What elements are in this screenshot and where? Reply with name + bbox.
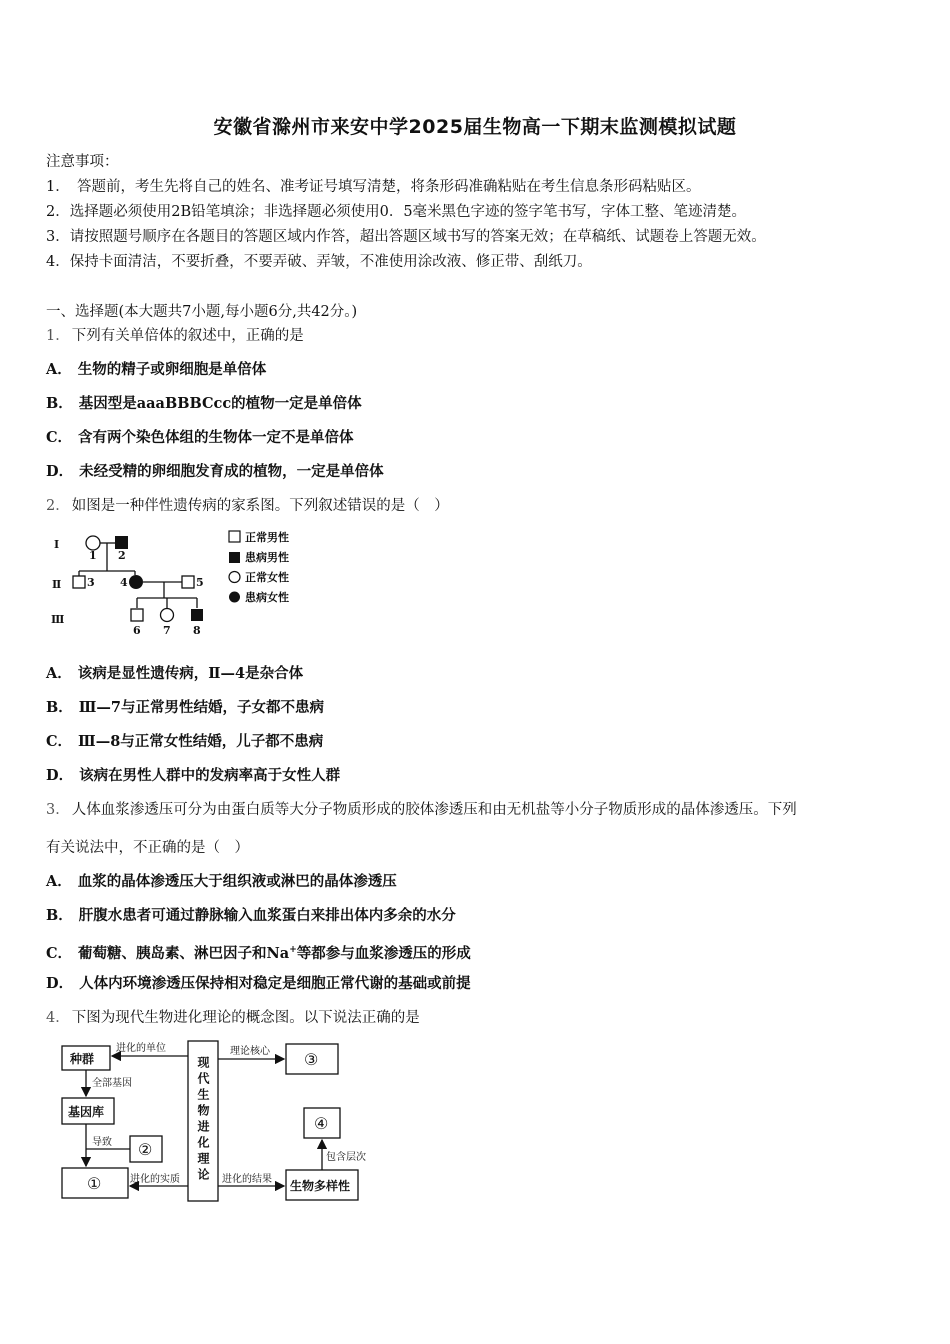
legend-affected-male: 患病男性 xyxy=(245,551,289,564)
label-evolution-result: 进化的结果 xyxy=(222,1174,272,1185)
box-circle-4-label: ④ xyxy=(314,1114,329,1133)
question-3-text-1: 人体血浆渗透压可分为由蛋白质等大分子物质形成的胶体渗透压和由无机盐等小分子物质形成的晶体渗透压。下列 xyxy=(71,802,797,818)
q1-option-d: D． 未经受精的卵细胞发育成的植物，一定是单倍体 xyxy=(46,463,384,480)
question-4-number: 4． xyxy=(46,1010,70,1026)
q3-option-c: C． 葡萄糖、胰岛素、淋巴因子和Na+等都参与血浆渗透压的形成 xyxy=(46,944,471,962)
notice-heading: 注意事项： xyxy=(46,154,119,170)
pedigree-id-1: 1 xyxy=(89,549,97,562)
legend-normal-male: 正常男性 xyxy=(245,531,289,544)
label-evolution-unit: 进化的单位 xyxy=(116,1043,166,1054)
question-3-stem-line1 xyxy=(46,800,797,820)
label-contains-levels: 包含层次 xyxy=(326,1152,366,1163)
box-biodiversity-label: 生物多样性 xyxy=(290,1179,351,1193)
box-population-label: 种群 xyxy=(70,1052,95,1066)
pedigree-iii8-affected-male xyxy=(191,609,203,621)
section-heading: 一、选择题(本大题共7小题,每小题6分,共42分。) xyxy=(46,304,358,320)
theory-center-label: 现代生物进化理论 xyxy=(196,1056,210,1184)
legend-affected-male-icon xyxy=(229,552,240,563)
pedigree-iii6-normal-male xyxy=(131,609,143,621)
pedigree-i1-normal-female xyxy=(86,536,100,550)
q3-option-b: B． 肝腹水患者可通过静脉输入血浆蛋白来排出体内多余的水分 xyxy=(46,907,456,924)
notice-item-1: 1． 答题前，考生先将自己的姓名、准考证号填写清楚，将条形码准确粘贴在考生信息条形码粘贴区。 xyxy=(46,179,701,195)
legend-normal-female: 正常女性 xyxy=(245,571,289,584)
legend-normal-male-icon xyxy=(229,531,240,542)
pedigree-id-4: 4 xyxy=(120,576,128,589)
pedigree-ii3-normal-male xyxy=(73,576,85,588)
box-circle-2-label: ② xyxy=(138,1140,153,1159)
question-2-text: 如图是一种伴性遗传病的家系图。下列叙述错误的是（ ） xyxy=(71,498,449,514)
pedigree-ii5-normal-male xyxy=(182,576,194,588)
legend-normal-female-icon xyxy=(229,572,240,583)
q3-option-a: A． 血浆的晶体渗透压大于组织液或淋巴的晶体渗透压 xyxy=(46,873,397,890)
q2-option-d: D． 该病在男性人群中的发病率高于女性人群 xyxy=(46,767,341,784)
pedigree-id-6: 6 xyxy=(133,624,141,637)
label-evolution-essence: 进化的实质 xyxy=(130,1174,180,1185)
question-4-text: 下图为现代生物进化理论的概念图。以下说法正确的是 xyxy=(71,1010,420,1026)
legend-affected-female-icon xyxy=(229,592,240,603)
label-lead-to: 导致 xyxy=(92,1137,112,1148)
pedigree-ii4-affected-female xyxy=(129,575,143,589)
question-1-text: 下列有关单倍体的叙述中，正确的是 xyxy=(71,328,304,344)
q2-option-c: C． Ⅲ—8与正常女性结婚，儿子都不患病 xyxy=(46,733,324,750)
pedigree-id-8: 8 xyxy=(193,624,201,637)
pedigree-iii7-normal-female xyxy=(161,609,174,622)
question-2-number: 2． xyxy=(46,498,70,514)
pedigree-gen-3: Ⅲ xyxy=(51,613,65,626)
question-4-stem xyxy=(46,1008,420,1028)
question-2-stem xyxy=(46,496,449,516)
label-theory-core: 理论核心 xyxy=(230,1046,270,1057)
question-1-stem xyxy=(46,326,304,346)
box-circle-3-label: ③ xyxy=(304,1050,319,1069)
legend-affected-female: 患病女性 xyxy=(245,591,289,604)
pedigree-id-5: 5 xyxy=(196,576,204,589)
question-3-number: 3． xyxy=(46,802,70,818)
notice-item-3: 3．请按照题号顺序在各题目的答题区域内作答，超出答题区域书写的答案无效；在草稿纸、试题卷上答题无效。 xyxy=(46,229,766,245)
notice-item-2: 2．选择题必须使用2B铅笔填涂；非选择题必须使用0．5毫米黑色字迹的签字笔书写，字体工整、笔迹清楚。 xyxy=(46,204,747,220)
pedigree-i2-affected-male xyxy=(115,536,128,549)
notice-item-4: 4．保持卡面清洁，不要折叠，不要弄破、弄皱，不准使用涂改液、修正带、刮纸刀。 xyxy=(46,254,592,270)
pedigree-id-2: 2 xyxy=(118,549,126,562)
box-circle-1-label: ① xyxy=(87,1174,102,1193)
pedigree-gen-2: Ⅱ xyxy=(52,578,62,591)
q2-option-a: A． 该病是显性遗传病，Ⅱ—4是杂合体 xyxy=(46,665,304,682)
label-all-genes: 全部基因 xyxy=(92,1078,132,1089)
q1-option-c: C． 含有两个染色体组的生物体一定不是单倍体 xyxy=(46,429,354,446)
question-1-number: 1． xyxy=(46,328,70,344)
q1-option-b: B． 基因型是aaaBBBCcc的植物一定是单倍体 xyxy=(46,395,362,412)
evolution-concept-diagram xyxy=(46,1036,376,1206)
q2-option-b: B． Ⅲ—7与正常男性结婚，子女都不患病 xyxy=(46,699,325,716)
q3-option-d: D． 人体内环境渗透压保持相对稳定是细胞正常代谢的基础或前提 xyxy=(46,975,471,992)
question-3-stem-line2: 有关说法中，不正确的是（ ） xyxy=(46,840,249,856)
pedigree-id-3: 3 xyxy=(87,576,95,589)
page-title: 安徽省滁州市来安中学2025届生物高一下期末监测模拟试题 xyxy=(213,116,737,138)
pedigree-id-7: 7 xyxy=(163,624,171,637)
pedigree-diagram xyxy=(46,526,316,644)
pedigree-gen-1: I xyxy=(54,538,60,551)
q1-option-a: A． 生物的精子或卵细胞是单倍体 xyxy=(46,361,267,378)
box-gene-pool-label: 基因库 xyxy=(68,1105,105,1119)
